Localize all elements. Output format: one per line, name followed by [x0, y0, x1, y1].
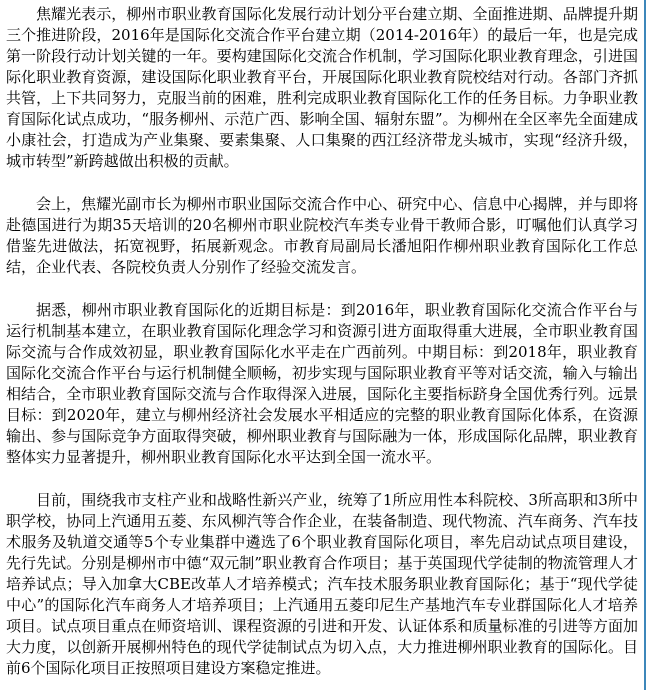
- paragraph-3: 据悉，柳州市职业教育国际化的近期目标是：到2016年，职业教育国际化交流合作平台与运行机制基本建立，在职业教育国际化理念学习和资源引进方面取得重大进展，全市职业教育国际交流与合作成效初显，职业教育国际化水平走在广西前列。中期目标：到2018年，职业教育国际化交流合作平台与运行机制健全顺畅，初步实现与国际职业教育平等对话交流，输入与输出相结合，全市职业教育国际交流与合作取得深入进展，国际化主要指标跻身全国优秀行列。远景目标：到2020年，建立与柳州经济社会发展水平相适应的完整的职业教育国际化体系，在资源输出、参与国际竞争方面取得突破，柳州职业教育与国际融为一体，形成国际化品牌，职业教育整体实力显著提升，柳州职业教育国际化水平达到全国一流水平。: [6, 301, 638, 466]
- content-right-border: [644, 0, 646, 690]
- paragraph-4: 目前，围绕我市支柱产业和战略性新兴产业，统筹了1所应用性本科院校、3所高职和3所中职学校，协同上汽通用五菱、东风柳汽等合作企业，在装备制造、现代物流、汽车商务、汽车技术服务及轨道交通等5个专业集群中遴选了6个职业教育国际化项目，率先启动试点项目建设，先行先试。分别是柳州市中德“双元制”职业教育合作项目；基于英国现代学徒制的物流管理人才培养试点；导入加拿大CBE改革人才培养模式；汽车技术服务职业教育国际化；基于“现代学徒中心”的国际化汽车商务人才培养项目；上汽通用五菱印尼生产基地汽车专业群国际化人才培养项目。试点项目重点在师资培训、课程资源的引进和开发、认证体系和质量标准的引进等方面加大力度，以创新开展柳州特色的现代学徒制试点为切入点，大力推进柳州职业教育的国际化。目前6个国际化项目正按照项目建设方案稳定推进。: [6, 491, 638, 677]
- article-body: [6, 4, 638, 679]
- paragraph-2: 会上，焦耀光副市长为柳州市职业国际交流合作中心、研究中心、信息中心揭牌，并与即将赴德国进行为期35天培训的20名柳州市职业院校汽车类专业骨干教师合影，叮嘱他们认真学习借鉴先进做法，拓宽视野，拓展新观念。市教育局副局长潘旭阳作柳州职业教育国际化工作总结，企业代表、各院校负责人分别作了经验交流发言。: [6, 195, 638, 276]
- paragraph-1: 焦耀光表示，柳州市职业教育国际化发展行动计划分平台建立期、全面推进期、品牌提升期三个推进阶段，2016年是国际化交流合作平台建立期（2014-2016年）的最后一年，也是完成第一阶段行动计划关键的一年。要构建国际化交流合作机制，学习国际化职业教育理念，引进国际化职业教育资源，建设国际化职业教育平台，开展国际化职业教育院校结对行动。各部门齐抓共管，上下共同努力，克服当前的困难，胜利完成职业教育国际化工作的任务目标。力争职业教育国际化试点成功，“服务柳州、示范广西、影响全国、辐射东盟”。为柳州在全区率先全面建成小康社会，打造成为产业集聚、要素集聚、人口集聚的西江经济带龙头城市，实现“经济升级，城市转型”新跨越做出积极的贡献。: [6, 5, 638, 170]
